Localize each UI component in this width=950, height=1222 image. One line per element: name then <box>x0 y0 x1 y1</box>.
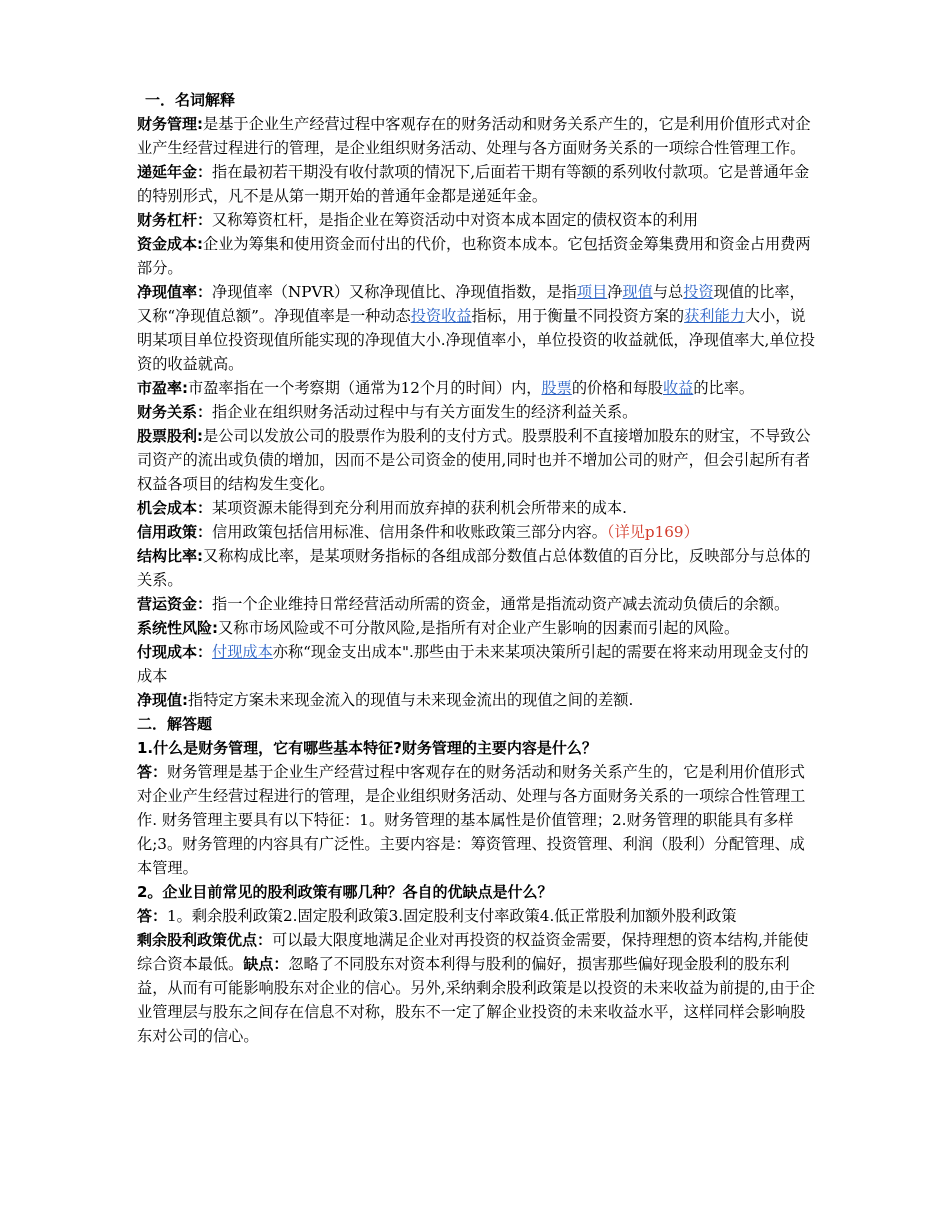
definition-body: 又称市场风险或不可分散风险,是指所有对企业产生影响的因素而引起的风险。 <box>218 619 740 637</box>
answer-2-detail <box>137 928 817 1048</box>
definition-text: 净现值率（NPVR）又称净现值比、净现值指数，是指 <box>212 283 577 301</box>
link-cash-cost[interactable]: 付现成本 <box>212 643 273 661</box>
definition-body: 指企业在组织财务活动过程中与有关方面发生的经济利益关系。 <box>212 403 638 421</box>
definition-term: 营运资金： <box>137 595 213 613</box>
definition-body: 某项资源未能得到充分利用而放弃掉的获利机会所带来的成本. <box>212 499 627 517</box>
definition-deferred-annuity <box>137 160 817 208</box>
definition-body: 又称构成比率，是某项财务指标的各组成部分数值占总体数值的百分比，反映部分与总体的关系。 <box>137 547 811 589</box>
definition-financial-leverage <box>137 208 817 232</box>
answer-body: 1。剩余股利政策2.固定股利政策3.固定股利支付率政策4.低正常股利加额外股利政策 <box>167 907 737 925</box>
definition-npv-ratio <box>137 280 817 376</box>
pros-body: 可以最大限度地满足企业对再投资的权益资金需要，保持理想的资本结构,并能使综合资本最低。 <box>137 931 809 973</box>
definition-term: 财务管理: <box>137 115 203 133</box>
definition-body: 是基于企业生产经营过程中客观存在的财务活动和财务关系产生的，它是利用价值形式对企业产生经营过程进行的管理，是企业组织财务活动、处理与各方面财务关系的一项综合性管理工作。 <box>137 115 811 157</box>
definition-body: 又称筹资杠杆，是指企业在筹资活动中对资本成本固定的债权资本的利用 <box>212 211 699 229</box>
definition-term: 市盈率: <box>137 379 188 397</box>
answer-label: 答： <box>137 763 168 781</box>
cons-body: 忽略了不同股东对资本利得与股利的偏好，损害那些偏好现金股利的股东利益，从而有可能影响股东对企业的信心。另外,采纳剩余股利政策是以投资的未来收益为前提的,由于企业管理层与股东之间存在信息不对称，股东不一定了解企业投资的未来收益水平，这样同样会影响股东对公司的信心。 <box>137 955 815 1045</box>
definition-body: 是公司以发放公司的股票作为股利的支付方式。股票股利不直接增加股东的财宝，不导致公司资产的流出或负债的增加，因而不是公司资金的使用,同时也并不增加公司的财产，但会引起所有者权益各项目的结构发生变化。 <box>137 427 811 493</box>
definition-term: 结构比率: <box>137 547 203 565</box>
definition-term: 财务关系： <box>137 403 213 421</box>
definition-credit-policy <box>137 520 817 544</box>
definition-text: 净 <box>607 283 623 301</box>
definition-pe-ratio <box>137 376 817 400</box>
definition-financial-management <box>137 112 817 160</box>
definition-text: 的价格和每股 <box>571 379 663 397</box>
definition-systematic-risk <box>137 616 817 640</box>
pros-label: 剩余股利政策优点： <box>137 931 273 949</box>
definition-term: 财务杠杆： <box>137 211 213 229</box>
question-1: 1.什么是财务管理，它有哪些基本特征?财务管理的主要内容是什么？ <box>137 739 597 757</box>
definition-term: 资金成本: <box>137 235 203 253</box>
definition-working-capital <box>137 592 817 616</box>
definition-cash-cost <box>137 640 817 688</box>
definition-body: 信用政策包括信用标准、信用条件和收账政策三部分内容。 <box>212 523 607 541</box>
answer-label: 答： <box>137 907 168 925</box>
definition-term: 机会成本： <box>137 499 213 517</box>
definition-term: 净现值: <box>137 691 188 709</box>
definition-body: 指一个企业维持日常经营活动所需的资金，通常是指流动资产减去流动负债后的余额。 <box>212 595 790 613</box>
definition-term: 信用政策： <box>137 523 213 541</box>
link-investment[interactable]: 投资 <box>683 283 714 301</box>
definition-npv <box>137 688 817 712</box>
definition-text: 市盈率指在一个考察期（通常为12个月的时间）内， <box>188 379 542 397</box>
definition-term: 股票股利: <box>137 427 203 445</box>
definition-stock-dividend <box>137 424 817 496</box>
link-earnings[interactable]: 收益 <box>662 379 694 397</box>
link-stock[interactable]: 股票 <box>541 379 572 397</box>
definition-text: 大小，说明某项目单位投资现值所能实现的净现值大小.净现值率小，单位投资的收益就低，净现值率大,单位投资的收益就高。 <box>137 307 815 373</box>
document-page <box>137 88 817 1048</box>
cons-label: 缺点： <box>243 955 289 973</box>
definition-term: 递延年金： <box>137 163 213 181</box>
definition-body: 企业为筹集和使用资金而付出的代价，也称资本成本。它包括资金筹集费用和资金占用费两部分。 <box>137 235 811 277</box>
definition-text: 与总 <box>652 283 684 301</box>
answer-body: 财务管理是基于企业生产经营过程中客观存在的财务活动和财务关系产生的，它是利用价值形式对企业产生经营过程进行的管理，是企业组织财务活动、处理与各方面财务关系的一项综合性管理工作. 财务管理主要具有以下特征：1。财务管理的基本属性是价值管理；2.财务管理的职能具有多样化;3。财务管理的内容具有广泛性。主要内容是：筹资管理、投资管理、利润（股利）分配管理、成本管理。 <box>137 763 806 877</box>
definition-cost-of-capital <box>137 232 817 280</box>
link-present-value[interactable]: 现值 <box>622 283 653 301</box>
definition-body: 指特定方案未来现金流入的现值与未来现金流出的现值之间的差额. <box>188 691 634 709</box>
definition-term: 净现值率： <box>137 283 213 301</box>
definition-structure-ratio <box>137 544 817 592</box>
link-project[interactable]: 项目 <box>576 283 608 301</box>
definition-body: 指在最初若干期没有收付款项的情况下,后面若干期有等额的系列收付款项。它是普通年金的特别形式，凡不是从第一期开始的普通年金都是递延年金。 <box>137 163 810 205</box>
link-investment-return[interactable]: 投资收益 <box>410 307 472 325</box>
link-profitability[interactable]: 获利能力 <box>684 307 745 325</box>
answer-2 <box>137 904 817 928</box>
definition-text: 现值的比率，又称“净现值总额”。净现值率是一种动态 <box>137 283 805 325</box>
section-heading-questions: 二．解答题 <box>137 715 213 733</box>
section-heading-definitions: 一．名词解释 <box>145 91 236 109</box>
definition-term: 系统性风险: <box>137 619 218 637</box>
definition-financial-relations <box>137 400 817 424</box>
definition-text: 指标，用于衡量不同投资方案的 <box>471 307 685 325</box>
answer-1 <box>137 760 817 880</box>
definition-text: 的比率。 <box>693 379 755 397</box>
definition-term: 付现成本： <box>137 643 213 661</box>
definition-opportunity-cost <box>137 496 817 520</box>
question-2: 2。企业目前常见的股利政策有哪几种？各自的优缺点是什么？ <box>137 883 553 901</box>
page-reference-note: （详见p169） <box>606 523 699 541</box>
definition-text: 亦称“现金支出成本".那些由于未来某项决策所引起的需要在将来动用现金支付的成本 <box>137 643 809 685</box>
